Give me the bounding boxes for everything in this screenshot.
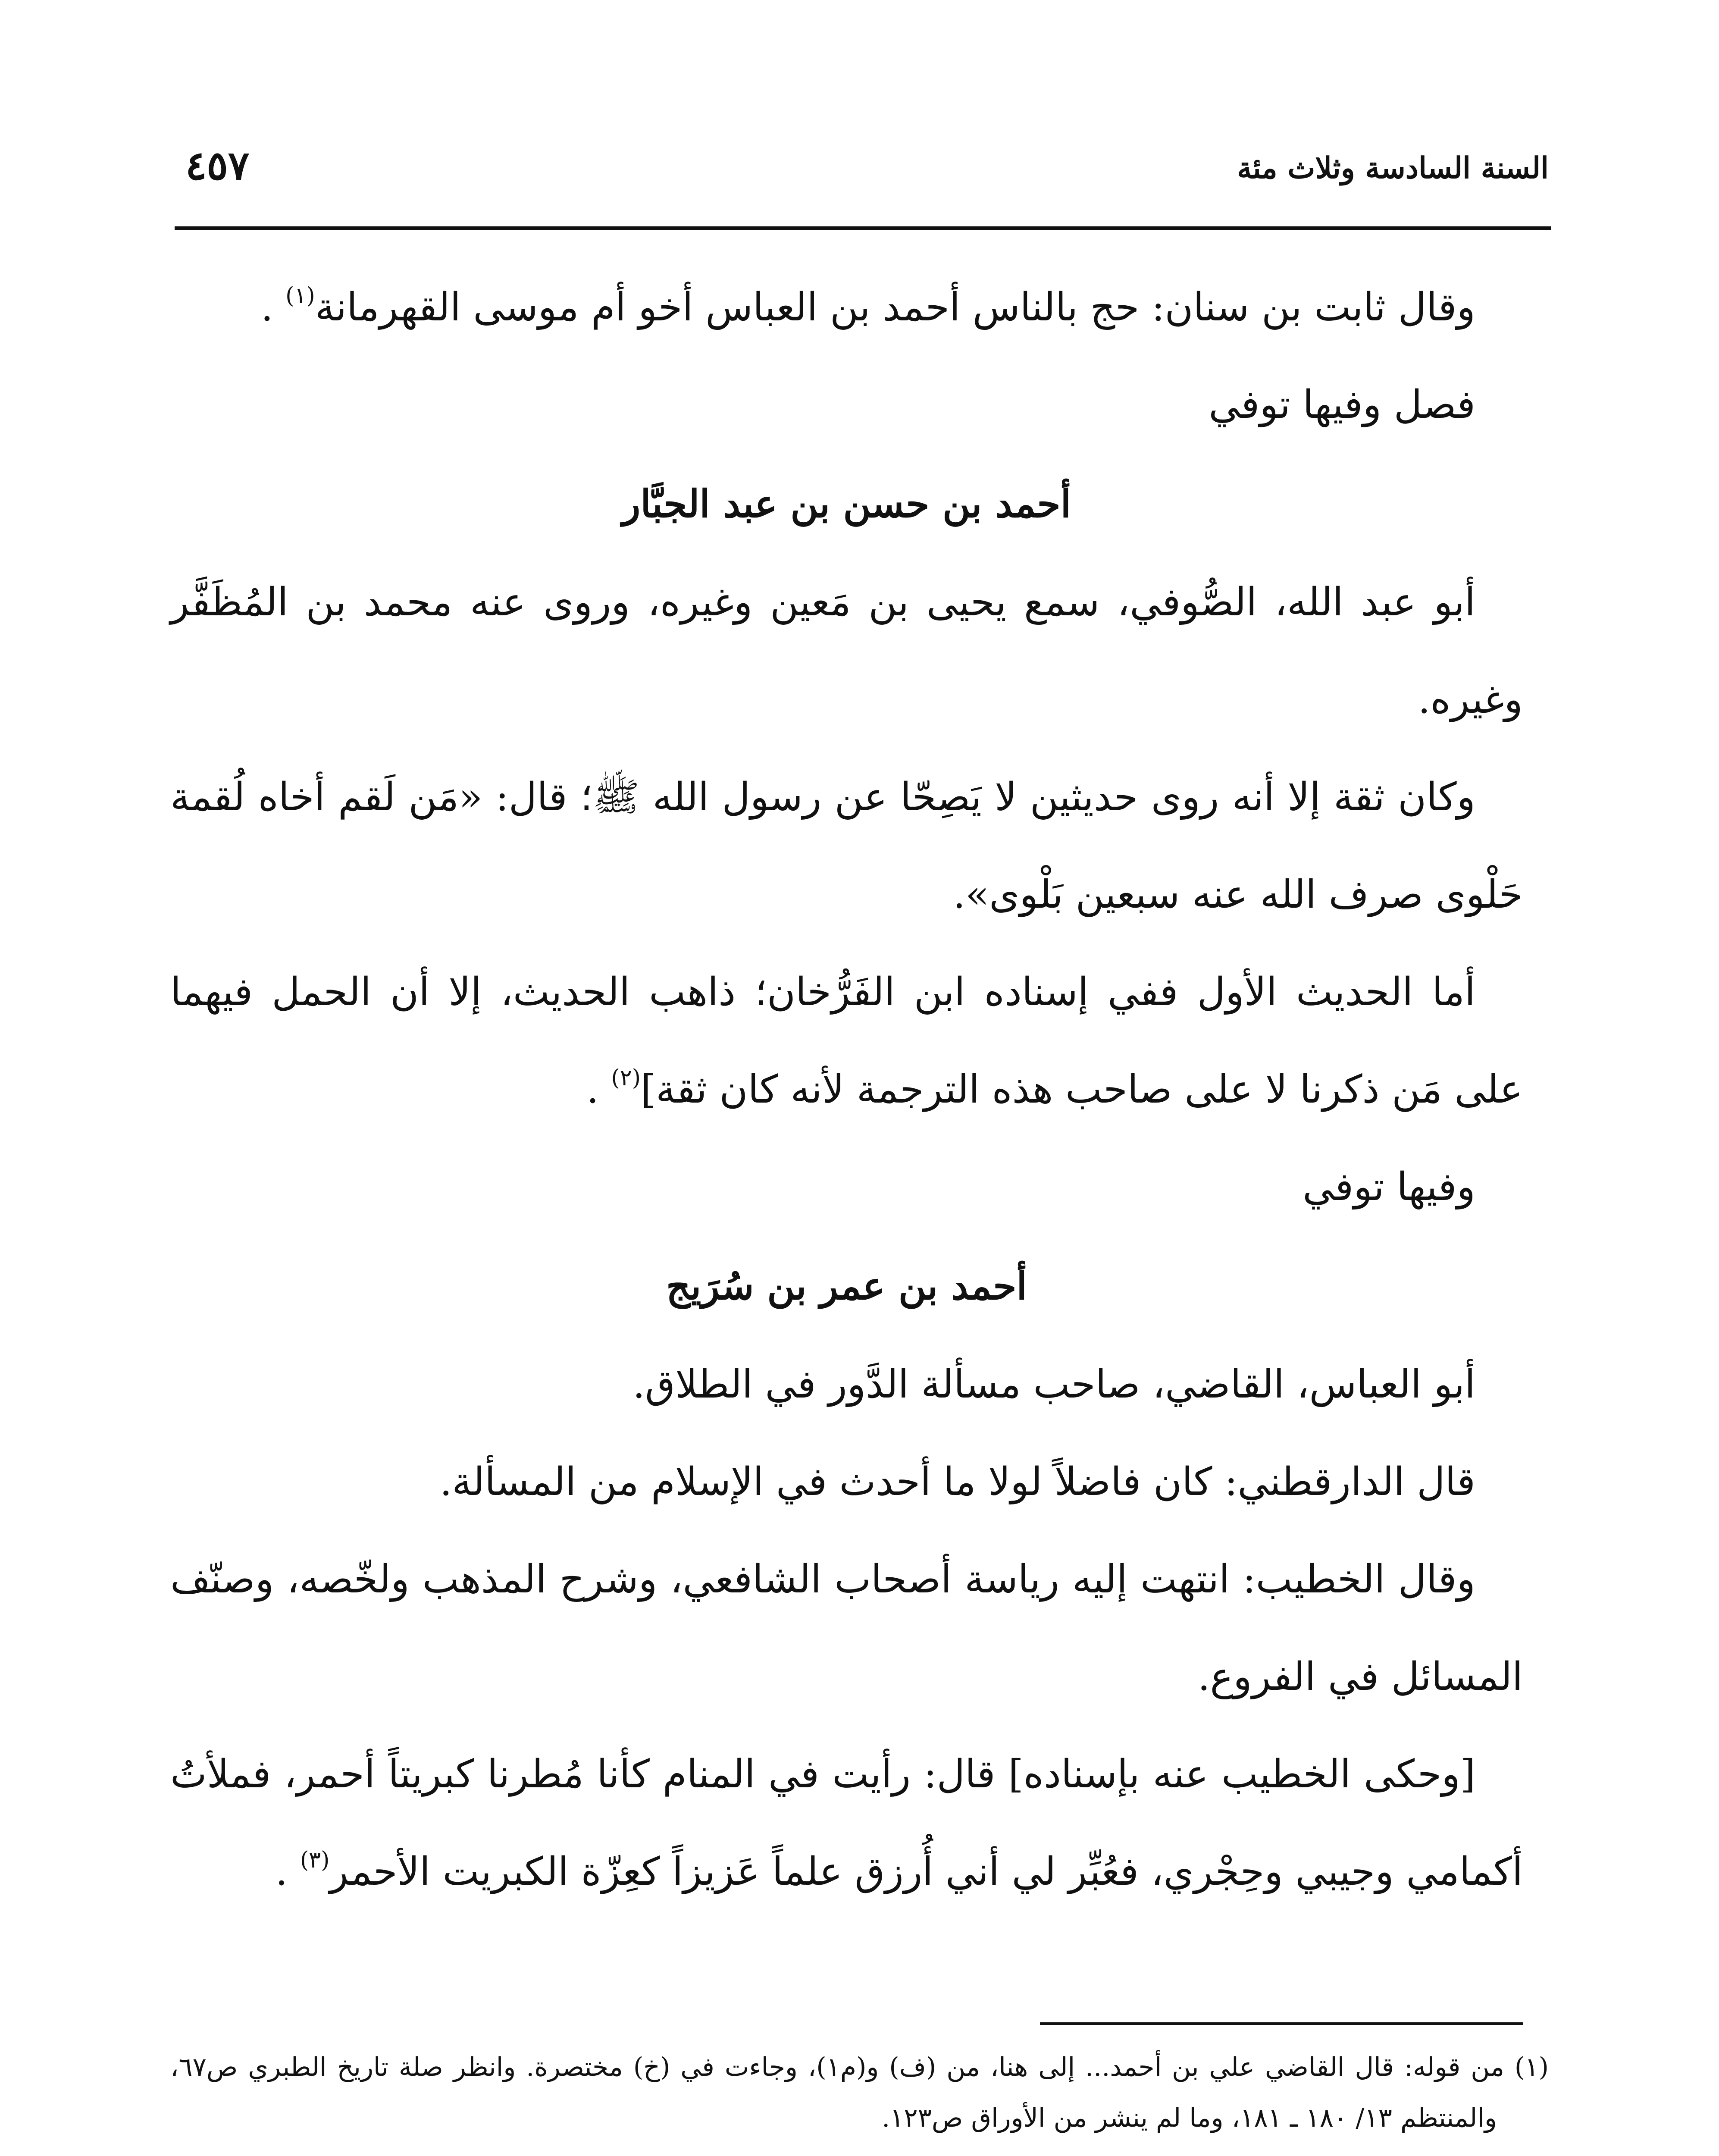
page-number: ٤٥٧ (185, 142, 250, 189)
running-title: السنة السادسة وثلاث مئة (1237, 151, 1549, 185)
footnote: (١) من قوله: قال القاضي علي بن أحمد... إلى هنا، من (ف) و(م١)، وجاءت في (خ) مختصرة. وانظر صلة تاريخ الطبري ص٦٧، والمنتظم ١٣/ ١٨٠ ـ ١٨١، وما لم ينشر من الأوراق ص١٢٣. (170, 2052, 1549, 2133)
footnote-ref: (٢) (611, 1065, 641, 1091)
paragraph: [وحكى الخطيب عنه بإسناده] قال: رأيت في المنام كأنا مُطرنا كبريتاً أحمر، فملأتُ أكمامي وجيبي وحِجْري، فعُبِّر لي أني أُرزق علماً عَزيزاً كعِزّة الكبريت الأحمر$^{(٣)}$ . (170, 1752, 1523, 1894)
paragraph: أبو عبد الله، الصُّوفي، سمع يحيى بن مَعين وغيره، وروى عنه محمد بن المُظَفَّر وغيره. (170, 580, 1523, 722)
section-intro: وفيها توفي (1303, 1164, 1475, 1210)
paragraph: وقال ثابت بن سنان: حج بالناس أحمد بن العباس أخو أم موسى القهرمانة$^{(١)}$ . (260, 283, 1475, 330)
paragraph: قال الدارقطني: كان فاضلاً لولا ما أحدث في الإسلام من المسألة. (439, 1459, 1475, 1504)
footnotes (170, 2042, 1549, 2156)
entry-heading: أحمد بن عمر بن سُرَيج (666, 1263, 1027, 1308)
section-intro: فصل وفيها توفي (1209, 382, 1475, 427)
footnote-ref: (١) (285, 283, 315, 309)
running-header (177, 142, 1549, 203)
main-text (170, 259, 1523, 1921)
footnote-ref: (٣) (300, 1847, 330, 1873)
paragraph: وكان ثقة إلا أنه روى حديثين لا يَصِحّا عن رسول الله ﷺ؛ قال: «مَن لَقم أخاه لُقمة حَلْوى صرف الله عنه سبعين بَلْوى». (170, 774, 1523, 917)
footnote-rule (1040, 2022, 1523, 2025)
footnote (170, 2153, 1549, 2156)
paragraph: أبو العباس، القاضي، صاحب مسألة الدَّور في الطلاق. (632, 1362, 1475, 1407)
paragraph: وقال الخطيب: انتهت إليه رياسة أصحاب الشافعي، وشرح المذهب ولخّصه، وصنّف المسائل في الفروع. (170, 1557, 1523, 1699)
paragraph: أما الحديث الأول ففي إسناده ابن الفَرُّخان؛ ذاهب الحديث، إلا أن الحمل فيهما على مَن ذكرنا لا على صاحب هذه الترجمة لأنه كان ثقة]$^{(٢)}$ . (170, 969, 1523, 1112)
header-rule (175, 226, 1551, 230)
entry-heading: أحمد بن حسن بن عبد الجبَّار (622, 481, 1071, 526)
